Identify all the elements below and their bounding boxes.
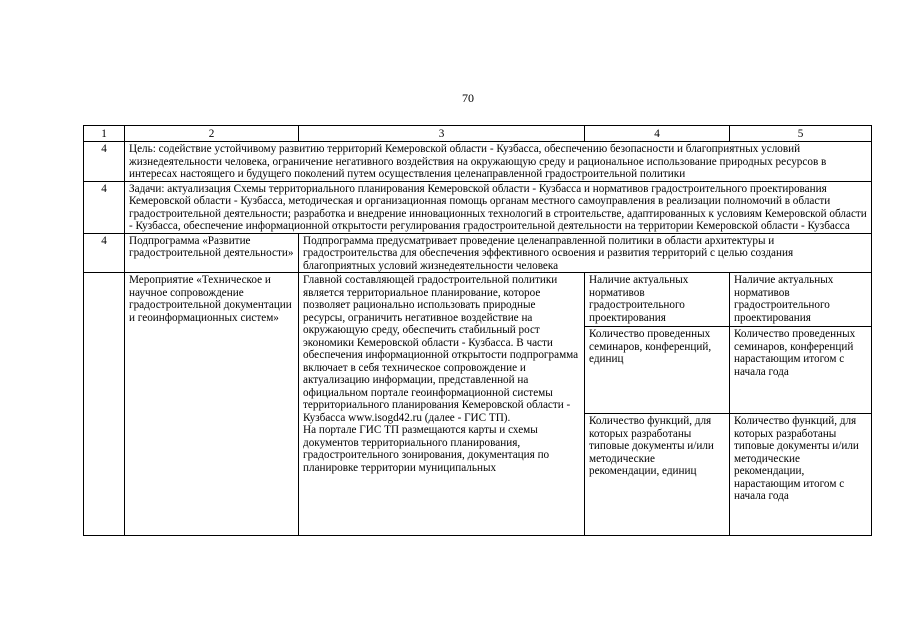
indicator-cell: Количество функций, для которых разработаны типовые документы и/или методические рекомендации, единиц <box>585 414 730 536</box>
subprogram-description: Подпрограмма предусматривает проведение целенаправленной политики в области архитектуры и градостроительства для обеспечения эффективного освоения и развития территорий с целью создания благоприятных условий жизнедеятельности человека <box>299 233 872 273</box>
program-table <box>83 125 872 536</box>
header-cell: 1 <box>84 126 125 142</box>
header-cell: 4 <box>585 126 730 142</box>
subprogram-row <box>84 233 872 273</box>
row-number: 4 <box>84 233 125 273</box>
header-cell: 2 <box>125 126 299 142</box>
page-number: 70 <box>462 91 474 105</box>
indicator-cell: Наличие актуальных нормативов градостроительного проектирования <box>585 273 730 327</box>
measure-name: Мероприятие «Техническое и научное сопровождение градостроительной документации и геоинформационных систем» <box>125 273 299 536</box>
indicator-cell: Количество проведенных семинаров, конференций нарастающим итогом с начала года <box>730 327 872 414</box>
header-cell: 5 <box>730 126 872 142</box>
row-number: 4 <box>84 142 125 182</box>
table-header-row <box>84 126 872 142</box>
subprogram-name: Подпрограмма «Развитие градостроительной деятельности» <box>125 233 299 273</box>
goal-text: Цель: содействие устойчивому развитию территорий Кемеровской области - Кузбасса, обеспечению безопасности и благоприятных условий жизнедеятельности человека, ограничение негативного воздействия на окружающую среду и рациональное использование природных ресурсов в интересах настоящего и будущего поколений путем осуществления целенаправленной градостроительной политики <box>125 142 872 182</box>
tasks-text: Задачи: актуализация Схемы территориального планирования Кемеровской области - Кузбасса и нормативов градостроительного проектирования Кемеровской области - Кузбасса, методическая и организационная помощь органам местного самоуправления в реализации полномочий в области градостроительной деятельности; разработка и внедрение инновационных технологий в строительстве, адаптированных к условиям Кемеровской области - Кузбасса, обеспечение информационной открытости регулирования градостроительной деятельности на территории Кемеровской области - Кузбасса <box>125 181 872 233</box>
goal-row <box>84 142 872 182</box>
row-number <box>84 273 125 536</box>
description-paragraph: Главной составляющей градостроительной политики является территориальное планирование, которое позволяет рационально использовать природные ресурсы, ограничить негативное воздействие на окружающую среду, обеспечить стабильный рост экономики Кемеровской области - Кузбасса. В части обеспечения информационной открытости подпрограмма включает в себя техническое сопровождение и актуализацию информации, представленной на официальном портале геоинформационной системы территориального планирования Кемеровской области - Кузбасса www.isogd42.ru (далее - ГИС ТП). <box>303 274 579 424</box>
measure-description <box>299 273 585 536</box>
measure-row <box>84 273 872 327</box>
header-cell: 3 <box>299 126 585 142</box>
indicator-cell: Количество функций, для которых разработаны типовые документы и/или методические рекомендации, нарастающим итогом с начала года <box>730 414 872 536</box>
indicator-cell: Наличие актуальных нормативов градостроительного проектирования <box>730 273 872 327</box>
tasks-row <box>84 181 872 233</box>
description-paragraph: На портале ГИС ТП размещаются карты и схемы документов территориального планирования, градостроительного зонирования, документация по планировке территории муниципальных <box>303 424 550 474</box>
indicator-cell: Количество проведенных семинаров, конференций, единиц <box>585 327 730 414</box>
row-number: 4 <box>84 181 125 233</box>
